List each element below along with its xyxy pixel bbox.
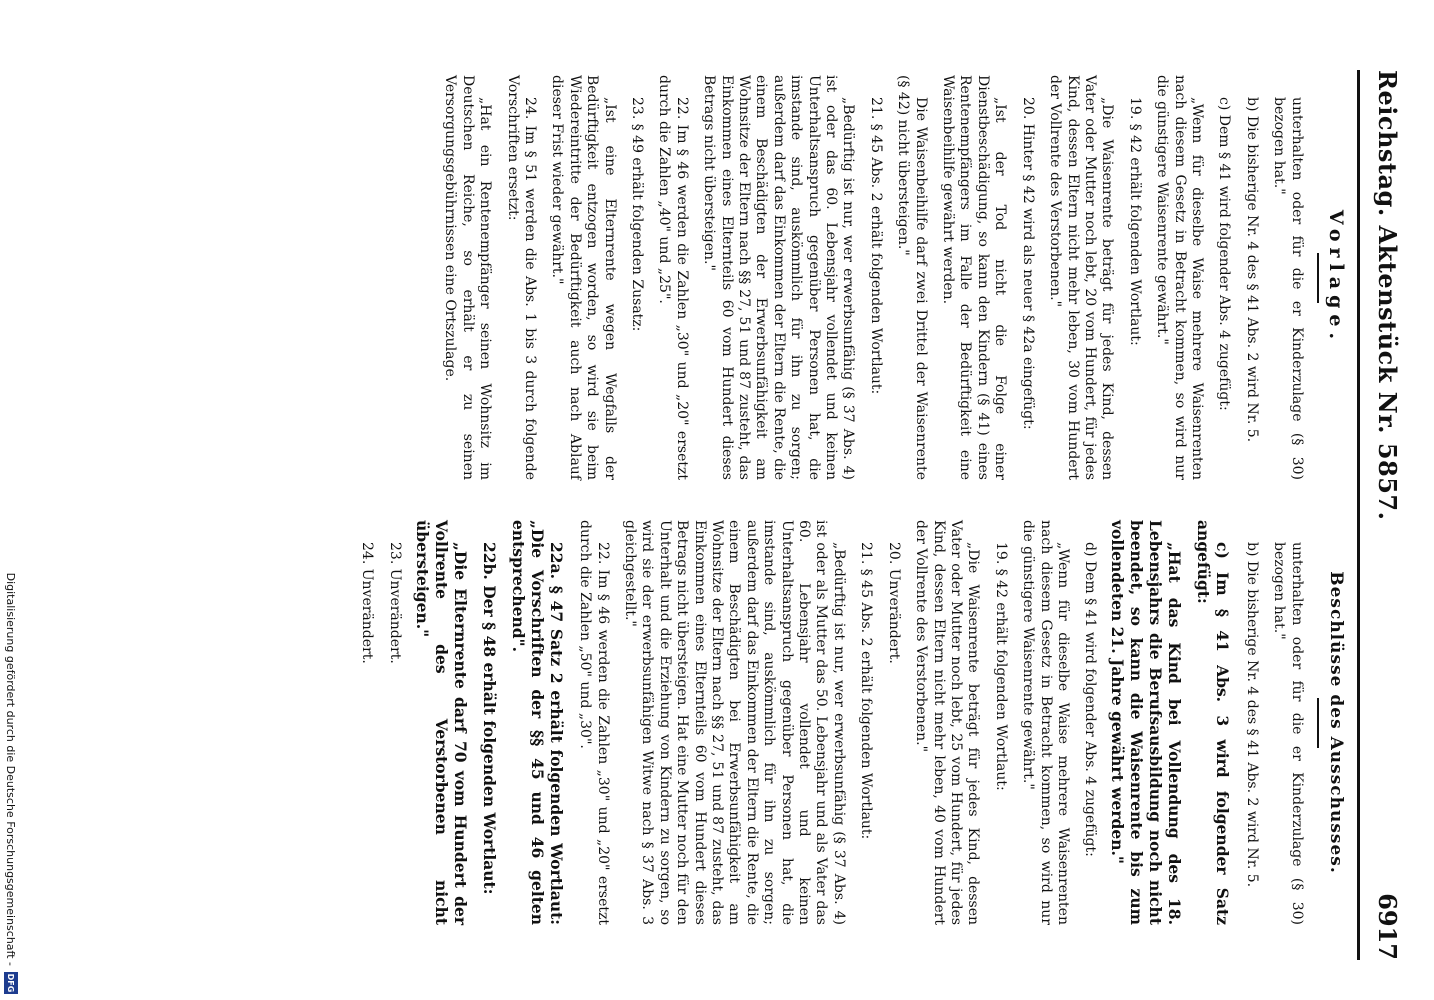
paragraph: „Wenn für dieselbe Waise mehrere Waisenrenten nach diesem Gesetz in Betracht kommen, so wird nur die günstigere Waisenrente gewährt." (1154, 75, 1205, 480)
paragraph: „Hat ein Rentenempfänger seinen Wohnsitz im Deutschen Reiche, so erhält er zu seinen Versorgungsgebührnissen eine Ortszulage. (442, 75, 494, 480)
paragraph: b) Die bisherige Nr. 4 des § 41 Abs. 2 wird Nr. 5. (1243, 542, 1260, 888)
amendment-paragraph: 22a. § 47 Satz 2 erhält folgenden Wortlaut: „Die Vorschriften der §§ 45 und 46 gelten entsprechend". (508, 520, 566, 925)
footer-text: Digitalisierung gefördert durch die Deutsche Forschungsgemeinschaft - (4, 572, 18, 966)
digitization-footer (0, 0, 22, 1000)
paragraph: „Bedürftig ist nur, wer erwerbsunfähig (§ 37 Abs. 4) ist oder das 60. Lebensjahr vollendet und keinen Unterhaltsanspruch gegenüber Personen hat, die imstande sind, auskömmlich für ihn zu sorgen; außerdem darf das Einkommen der Eltern die Rente, die einem Beschädigten der Erwerbsunfähigkeit am Wohnsitze der Eltern nach §§ 27, 51 und 87 zusteht, das Einkommen eines Elternteils 60 vom Hundert dieses Betrags nicht übersteigen." (701, 75, 857, 480)
paragraph: 22. Im § 46 werden die Zahlen „30" und „20" ersetzt durch die Zahlen „50" und „30". (577, 520, 611, 925)
paragraph: 19. § 42 erhält folgenden Wortlaut: (1126, 97, 1143, 346)
left-column-heading: Vorlage. (1325, 209, 1347, 346)
paragraph: d) Dem § 41 wird folgender Abs. 4 zugefügt: (1082, 542, 1099, 857)
paragraph: „Wenn für dieselbe Waise mehrere Waisenrenten nach diesem Gesetz in Betracht kommen, so wird nur die günstigere Waisenrente gewährt." (1020, 520, 1071, 925)
paragraph: unterhalten oder für die er Kinderzulage (§ 30) bezogen hat." (1271, 97, 1305, 480)
dfg-logo: DFG (4, 972, 18, 994)
paragraph: b) Die bisherige Nr. 4 des § 41 Abs. 2 wird Nr. 5. (1243, 97, 1260, 443)
right-column-beschluesse (348, 520, 1350, 925)
paragraph: unterhalten oder für die er Kinderzulage (§ 30) bezogen hat." (1271, 542, 1305, 925)
paragraph: 20. Hinter § 42 wird als neuer § 42a eingefügt: (1019, 97, 1036, 430)
amendment-paragraph: „Die Elternrente darf 70 vom Hundert der Vollrente des Verstorbenen nicht übersteigen." (412, 520, 470, 925)
paragraph: „Bedürftig ist nur, wer erwerbsunfähig (§ 37 Abs. 4) ist oder als Mutter das 50. Lebensjahr und als Vater das 60. Lebensjahr vollendet und keinen Unterhaltsanspruch gegenüber Personen hat, die imstande sind, auskömmlich für ihn zu sorgen; außerdem darf das Einkommen der Eltern die Rente, die einem Beschädigten bei Erwerbsunfähigkeit am Wohnsitze der Eltern nach §§ 27, 51 und 87 zusteht, das Einkommen eines Elternteils 60 vom Hundert dieses Betrags nicht übersteigen. Hat eine Mutter noch für den Unterhalt und die Erziehung von Kindern zu sorgen, so wird sie der erwerbsunfähigen Witwe nach § 37 Abs. 3 gleichgestellt." (622, 520, 847, 925)
amendment-paragraph: „Hat das Kind bei Vollendung des 18. Lebensjahrs die Berufsausbildung noch nicht beendet, so kann die Waisenrente bis zum vollendeten 21. Jahre gewährt werden." (1108, 520, 1185, 925)
heading-rule (1317, 698, 1319, 748)
paragraph: 20. Unverändert. (885, 542, 902, 664)
heading-rule (1317, 253, 1319, 303)
paragraph: 21. § 45 Abs. 2 erhält folgenden Wortlaut: (867, 97, 884, 395)
paragraph: „Ist der Tod nicht die Folge einer Dienstbeschädigung, so kann den Kindern (§ 41) eines Rentenempfängers im Falle der Bedürftigkeit eine Waisenbeihilfe gewährt werden. (940, 75, 1009, 480)
right-column-heading: Beschlüsse des Ausschusses. (1326, 571, 1346, 874)
left-column-vorlage (431, 75, 1350, 480)
paragraph: „Ist eine Elternrente wegen Wegfalls der Bedürftigkeit entzogen worden, so wird sie beim Wiedereintritte der Bedürftigkeit auch nach Ablauf dieser Frist wieder gewährt." (549, 75, 618, 480)
paragraph: 23. § 49 erhält folgenden Zusatz: (629, 97, 645, 332)
paragraph: 23. Unverändert. (386, 542, 403, 664)
paragraph: 19. § 42 erhält folgenden Wortlaut: (992, 542, 1009, 791)
paragraph: 24. Unverändert. (359, 542, 376, 664)
amendment-paragraph: c) Im § 41 Abs. 3 wird folgender Satz angefügt: (1194, 520, 1233, 925)
paragraph: c) Dem § 41 wird folgender Abs. 4 zugefügt: (1216, 97, 1233, 411)
page-header (1357, 70, 1416, 960)
paragraph: 21. § 45 Abs. 2 erhält folgenden Wortlaut: (858, 542, 875, 840)
amendment-paragraph: 22b. Der § 48 erhält folgenden Wortlaut: (479, 542, 499, 895)
header-title: Reichstag. Aktenstück Nr. 5857. (1373, 70, 1403, 521)
paragraph: 24. Im § 51 werden die Abs. 1 bis 3 durch folgende Vorschriften ersetzt: (504, 75, 538, 480)
paragraph: 22. Im § 46 werden die Zahlen „30" und „20" ersetzt durch die Zahlen „40" und „25". (656, 75, 690, 480)
paragraph: „Die Waisenrente beträgt für jedes Kind, dessen Vater oder Mutter noch lebt, 25 vom Hundert, für jedes Kind, dessen Eltern nicht mehr leben, 40 vom Hundert der Vollrente des Verstorbenen." (913, 520, 982, 925)
paragraph: Die Waisenbeihilfe darf zwei Drittel der Waisenrente (§ 42) nicht übersteigen." (895, 75, 929, 480)
paragraph: „Die Waisenrente beträgt für jedes Kind, dessen Vater oder Mutter noch lebt, 20 vom Hundert, für jedes Kind, dessen Eltern nicht mehr leben, 30 vom Hundert der Vollrente des Verstorbenen." (1047, 75, 1116, 480)
page-number: 6917 (1373, 893, 1403, 960)
